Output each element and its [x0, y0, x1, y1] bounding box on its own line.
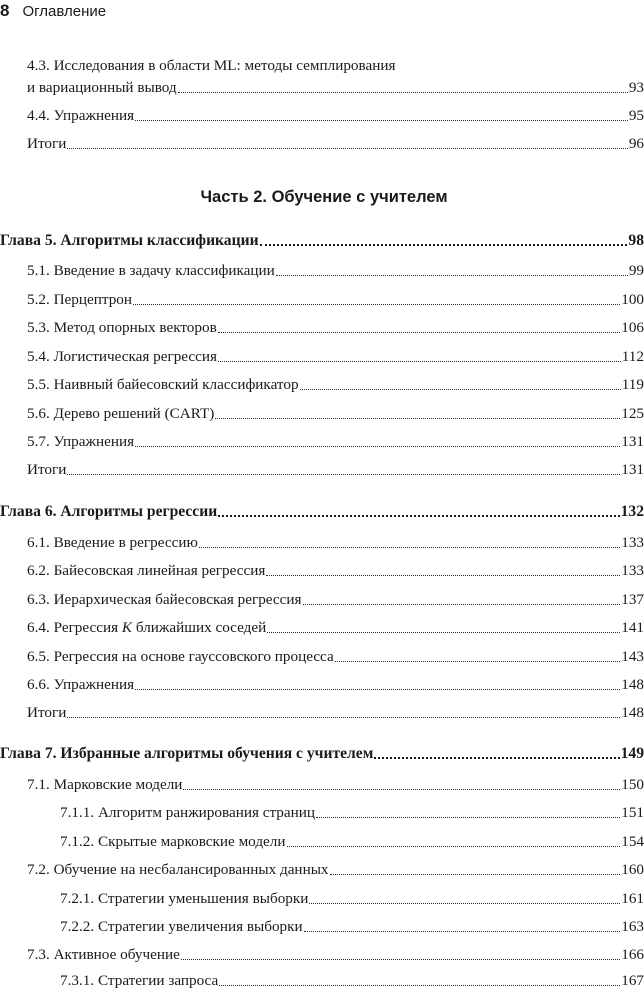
toc-entry-4-3-line1[interactable]: [27, 57, 644, 75]
dot-leader: [135, 688, 620, 690]
toc-entry-text: 5.6. Дерево решений (CART): [27, 405, 215, 422]
toc-entry[interactable]: [27, 461, 644, 479]
toc-entry[interactable]: [27, 262, 644, 280]
toc-chapter-5[interactable]: [0, 232, 644, 250]
toc-subentry[interactable]: [60, 890, 644, 908]
toc-page-number: 160: [621, 861, 644, 878]
toc-page-number: 151: [621, 804, 644, 821]
dot-leader: [266, 574, 620, 576]
dot-leader: [218, 360, 621, 362]
toc-entry-text: 5.2. Перцептрон: [27, 291, 133, 308]
toc-entry-text: 5.5. Наивный байесовский классификатор: [27, 376, 299, 393]
dot-leader: [303, 603, 621, 605]
toc-entry-text: 5.1. Введение в задачу классификации: [27, 262, 275, 279]
toc-entry[interactable]: [27, 648, 644, 666]
toc-entry-text: 7.1.2. Скрытые марковские модели: [60, 833, 286, 850]
chapter-title: Глава 7. Избранные алгоритмы обучения с учителем: [0, 745, 374, 762]
toc-page-number: 93: [628, 79, 644, 96]
running-header: [0, 0, 106, 22]
toc-page-number: 137: [621, 591, 644, 608]
toc-entry-text: 7.1.1. Алгоритм ранжирования страниц: [60, 804, 316, 821]
toc-entry[interactable]: [27, 405, 644, 423]
toc-page-number: 149: [620, 745, 644, 762]
toc-entry-text: 6.4. Регрессия K ближайших соседей: [27, 619, 267, 636]
dot-leader: [135, 119, 628, 121]
page-number: 8: [0, 1, 10, 20]
variable-k: K: [121, 619, 133, 636]
toc-entry[interactable]: [27, 291, 644, 309]
toc-page-number: 154: [621, 833, 644, 850]
toc-entry[interactable]: [27, 619, 644, 637]
toc-entry-text: 4.3. Исследования в области ML: методы семплирования: [27, 57, 396, 74]
toc-subentry[interactable]: [60, 918, 644, 936]
part-title: Часть 2. Обучение с учителем: [200, 188, 448, 206]
dot-leader: [215, 417, 620, 419]
dot-leader: [300, 388, 621, 390]
toc-entry[interactable]: [27, 946, 644, 964]
toc-page-number: 148: [621, 676, 644, 693]
toc-page-number: 132: [620, 503, 644, 520]
dot-leader: [133, 303, 620, 305]
toc-entry[interactable]: [27, 676, 644, 694]
toc-entry-text: 7.2.1. Стратегии уменьшения выборки: [60, 890, 309, 907]
toc-page-number: 106: [621, 319, 644, 336]
dot-leader: [135, 445, 620, 447]
toc-page-number: 148: [621, 704, 644, 721]
toc-entry-text: 6.5. Регрессия на основе гауссовского процесса: [27, 648, 334, 665]
toc-entry-4-3-line2[interactable]: [27, 79, 644, 97]
dot-leader: [219, 984, 620, 986]
dot-leader: [260, 243, 628, 246]
toc-page-number: 143: [621, 648, 644, 665]
toc-entry-text: 7.1. Марковские модели: [27, 776, 183, 793]
toc-entry[interactable]: [27, 433, 644, 451]
toc-page-number: 112: [621, 348, 644, 365]
toc-entry[interactable]: [27, 348, 644, 366]
toc-page-number: 163: [621, 918, 644, 935]
toc-entry[interactable]: [27, 591, 644, 609]
dot-leader: [309, 902, 620, 904]
dot-leader: [67, 716, 620, 718]
toc-entry-text: 4.4. Упражнения: [27, 107, 135, 124]
dot-leader: [218, 514, 619, 517]
toc-entry[interactable]: [27, 861, 644, 879]
chapter-title: Глава 6. Алгоритмы регрессии: [0, 503, 218, 520]
toc-subentry[interactable]: [60, 804, 644, 822]
dot-leader: [276, 274, 628, 276]
dot-leader: [267, 631, 620, 633]
dot-leader: [335, 660, 620, 662]
toc-page-number: 166: [621, 946, 644, 963]
dot-leader: [304, 930, 621, 932]
toc-page-number: 167: [621, 972, 644, 989]
toc-subentry[interactable]: [60, 833, 644, 851]
toc-entry-text: 5.4. Логистическая регрессия: [27, 348, 217, 365]
toc-entry[interactable]: [27, 376, 644, 394]
chapter-title: Глава 5. Алгоритмы классификации: [0, 232, 259, 249]
toc-entry-text: 7.3.1. Стратегии запроса: [60, 972, 219, 989]
dot-leader: [287, 845, 621, 847]
toc-entry-text: 7.2. Обучение на несбалансированных данных: [27, 861, 329, 878]
toc-entry-text: 5.3. Метод опорных векторов: [27, 319, 217, 336]
toc-entry-summary-4[interactable]: [27, 135, 644, 153]
toc-page-number: 133: [621, 534, 644, 551]
toc-page-number: 131: [621, 461, 644, 478]
toc-page-number: 99: [628, 262, 644, 279]
toc-chapter-7[interactable]: [0, 745, 644, 763]
toc-page-number: 131: [621, 433, 644, 450]
toc-entry-text: Итоги: [27, 135, 67, 152]
toc-entry-text: и вариационный вывод: [27, 79, 177, 96]
toc-page-number: 133: [621, 562, 644, 579]
toc-entry[interactable]: [27, 776, 644, 794]
toc-page-number: 141: [621, 619, 644, 636]
toc-page-number: 125: [621, 405, 644, 422]
toc-page-number: 100: [621, 291, 644, 308]
toc-entry-text: 7.3. Активное обучение: [27, 946, 180, 963]
toc-entry-4-4[interactable]: [27, 107, 644, 125]
dot-leader: [67, 473, 620, 475]
toc-entry[interactable]: [27, 534, 644, 552]
toc-page-number: 161: [621, 890, 644, 907]
toc-entry-text: Итоги: [27, 704, 67, 721]
dot-leader: [178, 91, 628, 93]
toc-page-number: 98: [628, 232, 644, 249]
toc-entry-text: Итоги: [27, 461, 67, 478]
toc-entry[interactable]: [27, 704, 644, 722]
dot-leader: [181, 958, 620, 960]
dot-leader: [199, 546, 620, 548]
toc-entry-text: 5.7. Упражнения: [27, 433, 135, 450]
toc-chapter-6[interactable]: [0, 503, 644, 521]
dot-leader: [218, 331, 620, 333]
toc-entry-text: 7.2.2. Стратегии увеличения выборки: [60, 918, 303, 935]
dot-leader: [67, 147, 627, 149]
toc-entry-text: 6.2. Байесовская линейная регрессия: [27, 562, 266, 579]
dot-leader: [183, 788, 620, 790]
running-title: Оглавление: [22, 2, 107, 20]
toc-entry-text: 6.6. Упражнения: [27, 676, 135, 693]
dot-leader: [316, 816, 620, 818]
toc-entry-text: 6.1. Введение в регрессию: [27, 534, 198, 551]
toc-page-number: 150: [621, 776, 644, 793]
toc-page-number: 96: [628, 135, 644, 152]
toc-entry[interactable]: [27, 319, 644, 337]
dot-leader: [374, 756, 619, 759]
toc-entry[interactable]: [27, 562, 644, 580]
toc-entry-text: 6.3. Иерархическая байесовская регрессия: [27, 591, 302, 608]
dot-leader: [330, 873, 621, 875]
toc-subentry[interactable]: [60, 972, 644, 990]
toc-page-number: 119: [621, 376, 644, 393]
toc-page-number: 95: [628, 107, 644, 124]
